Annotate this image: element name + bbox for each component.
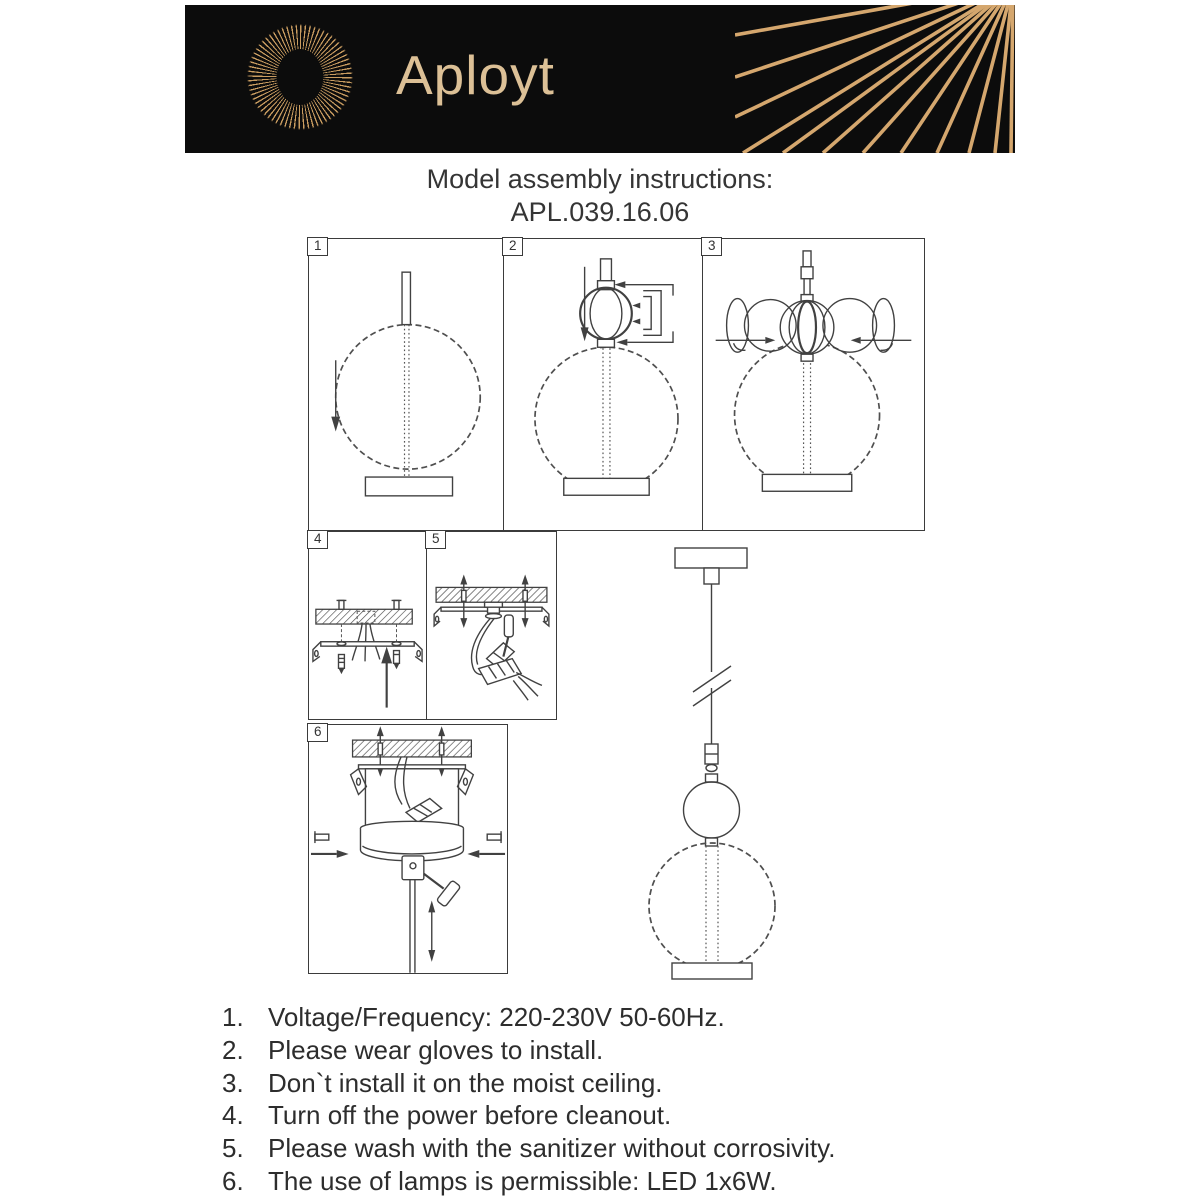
- model-number: APL.039.16.06: [510, 197, 690, 227]
- page-title: Model assembly instructions:: [426, 164, 774, 194]
- step-1-diagram: [309, 239, 503, 530]
- top-ring-assembly: [580, 259, 632, 347]
- brand-name: Aployt: [396, 44, 555, 106]
- step-5-panel: [427, 531, 557, 720]
- brand-banner: [185, 5, 1015, 153]
- step-number: 1: [307, 237, 328, 256]
- center-rod: [402, 272, 410, 324]
- textured-ball: [684, 782, 740, 838]
- glass-sphere: [535, 347, 678, 490]
- ceiling-plate: [675, 548, 747, 568]
- corner-rays-icon: [735, 5, 1015, 153]
- up-down-arrow-icon: [428, 900, 435, 961]
- ceiling-hatch: [353, 740, 472, 757]
- step-number: 4: [307, 530, 328, 549]
- sunburst-center: [277, 49, 323, 105]
- down-arrow-icon: [331, 360, 340, 431]
- item-number: 1.: [222, 1002, 244, 1032]
- base-plate: [762, 474, 851, 491]
- lower-collar: [706, 838, 718, 846]
- item-number: 3.: [222, 1067, 244, 1098]
- item-text: The use of lamps is permissible: LED 1x6W.: [268, 1165, 777, 1196]
- list-item: [222, 1099, 1072, 1132]
- step-6-panel: [308, 724, 508, 974]
- glass-sphere: [336, 325, 481, 470]
- step-number: 5: [425, 530, 446, 549]
- ceiling-hatch: [436, 587, 547, 602]
- base-plate: [672, 963, 752, 979]
- step-4-panel: [308, 531, 427, 720]
- list-item: [222, 1034, 1072, 1067]
- item-number: 4.: [222, 1100, 244, 1131]
- title-block: [0, 163, 1200, 229]
- item-text: Turn off the power before cleanout.: [268, 1100, 672, 1131]
- list-item: [222, 1001, 1072, 1034]
- step-5-diagram: [427, 532, 556, 719]
- item-text: Please wear gloves to install.: [268, 1034, 604, 1065]
- item-text: Don`t install it on the moist ceiling.: [268, 1067, 663, 1098]
- screwdriver-icon: [424, 874, 461, 907]
- item-number: 5.: [222, 1133, 244, 1164]
- center-ball: [780, 301, 834, 362]
- side-screw-right: [467, 831, 505, 858]
- screw-right: [522, 575, 529, 628]
- side-screw-left: [311, 831, 349, 858]
- cable-connector: [704, 568, 719, 584]
- list-item: [222, 1132, 1072, 1165]
- list-item: [222, 1165, 1072, 1198]
- base-plate: [564, 478, 649, 495]
- item-number: 2.: [222, 1034, 244, 1065]
- connector-ring: [706, 765, 717, 772]
- step-2-diagram: [504, 239, 702, 530]
- terminal-block: [479, 643, 542, 700]
- screw-left: [460, 575, 467, 628]
- step-6-diagram: [309, 725, 507, 973]
- glass-sphere: [649, 843, 775, 969]
- step-2-panel: [504, 238, 703, 531]
- glass-sphere: [735, 342, 880, 487]
- list-item: [222, 1067, 1072, 1100]
- item-text: Voltage/Frequency: 220-230V 50-60Hz.: [268, 1002, 725, 1032]
- up-arrow-icon: [381, 647, 392, 708]
- step-3-panel: [703, 238, 925, 531]
- step-number: 6: [307, 723, 328, 742]
- base-plate: [365, 477, 452, 496]
- cord-grip: [402, 856, 424, 973]
- item-number: 6.: [222, 1165, 244, 1196]
- upper-collar: [706, 774, 718, 782]
- top-rod: [801, 251, 813, 302]
- clamp-bracket: [632, 291, 661, 336]
- instructions-list: [222, 1001, 1072, 1198]
- mounting-bracket: [313, 642, 422, 662]
- step-4-diagram: [309, 532, 426, 719]
- item-text: Please wash with the sanitizer without corrosivity.: [268, 1133, 836, 1164]
- step-1-panel: [308, 238, 504, 531]
- canopy-cup: [360, 821, 463, 861]
- step-number: 3: [701, 237, 722, 256]
- hanger-collar: [485, 602, 503, 618]
- step-number: 2: [502, 237, 523, 256]
- step-3-diagram: [703, 239, 924, 530]
- assembled-pendant-diagram: [635, 542, 795, 987]
- terminal-block: [406, 799, 442, 823]
